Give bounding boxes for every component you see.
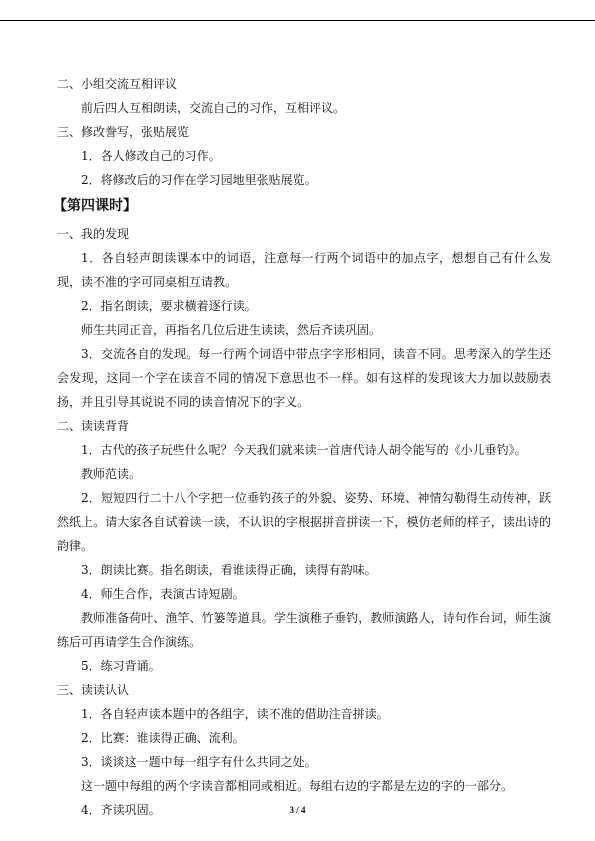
paragraph: 这一题中每组的两个字读音都相同或相近。每组右边的字都是左边的字的一部分。 [81, 779, 514, 793]
paragraph: 师生共同正音，再指名几位后进生读读，然后齐读巩固。 [81, 323, 382, 337]
list-item: 2．短短四行二十八个字把一位垂钓孩子的外貌、姿势、环境、神情勾勒得生动传神，跃然纸上。请大家各自试着读一读，不认识的字根据拼音拼读一下，模仿老师的样子，读出诗的韵律。 [57, 491, 551, 553]
list-item: 3．谈谈这一题中每一组字有什么共同之处。 [81, 755, 317, 769]
section-heading-revise: 三、修改誊写，张贴展览 [57, 125, 190, 139]
paragraph: 教师准备荷叶、渔竿、竹篓等道具。学生演稚子垂钓，教师演路人，诗句作台词，师生演练后可再请学生合作演练。 [57, 611, 551, 649]
document-body [53, 72, 557, 822]
list-item: 3．交流各自的发现。每一行两个词语中带点字字形相同，读音不同。思考深入的学生还会发现，这同一个字在读音不同的情况下意思也不一样。如有这样的发现该大力加以鼓励表扬，并且引导其说说不同的读音情况下的字义。 [57, 347, 551, 409]
list-item: 1．各人修改自己的习作。 [81, 149, 221, 163]
section-heading-read-recognize: 三、读读认认 [57, 683, 130, 697]
list-item: 4．师生合作，表演古诗短剧。 [81, 587, 245, 601]
list-item: 1．各自轻声读本题中的各组字，读不准的借助注音拼读。 [81, 707, 389, 721]
list-item: 2．指名朗读，要求横着逐行读。 [81, 299, 257, 313]
section-heading-group-review: 二、小组交流互相评议 [57, 77, 178, 91]
list-item: 1．各自轻声朗读课本中的词语，注意每一行两个词语中的加点字，想想自己有什么发现，读不准的字可同桌相互请教。 [57, 251, 551, 289]
list-item: 5．练习背诵。 [81, 659, 161, 673]
page-number: 3 / 4 [289, 805, 306, 815]
lesson-heading: 【第四课时】 [53, 198, 137, 214]
list-item: 2．将修改后的习作在学习园地里张贴展览。 [81, 173, 317, 187]
section-heading-discovery: 一、我的发现 [57, 227, 130, 241]
paragraph: 前后四人互相朗读，交流自己的习作，互相评议。 [81, 101, 346, 115]
header-rule [0, 20, 595, 21]
list-item: 2．比赛：谁读得正确、流利。 [81, 731, 245, 745]
list-item: 1．古代的孩子玩些什么呢？今天我们就来读一首唐代诗人胡令能写的《小儿垂钓》。 [81, 443, 527, 457]
paragraph: 教师范读。 [81, 467, 142, 481]
list-item: 4．齐读巩固。 [81, 803, 161, 817]
list-item: 3．朗读比赛。指名朗读，看谁读得正确，读得有韵味。 [81, 563, 377, 577]
section-heading-read-recite: 二、读读背背 [57, 419, 130, 433]
